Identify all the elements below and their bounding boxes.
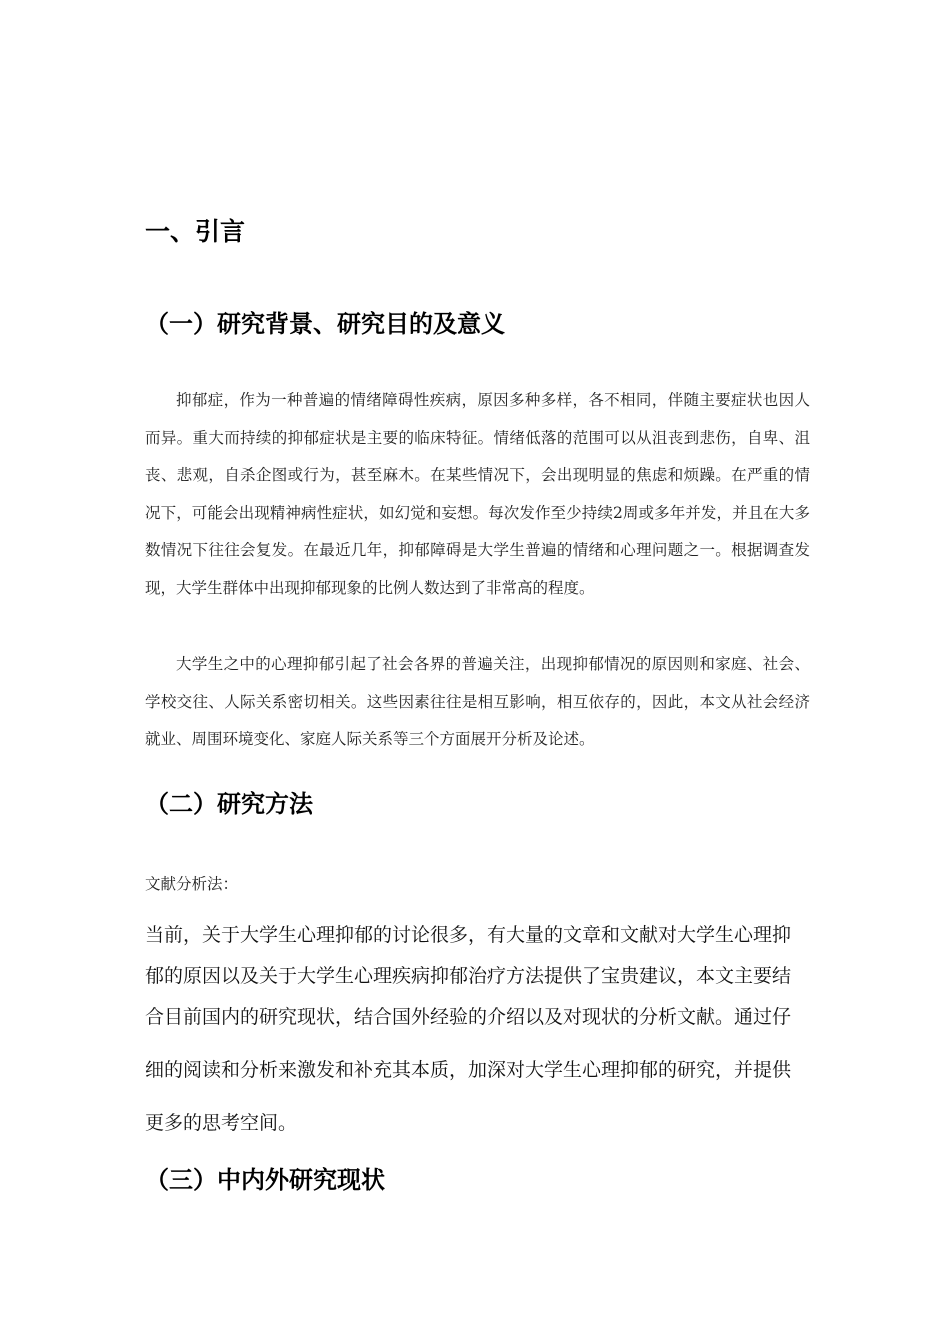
methods-line-5: 更多的思考空间。: [145, 1112, 298, 1134]
section-heading-introduction: 一、引言: [145, 217, 246, 246]
method-label: 文献分析法：: [145, 875, 239, 893]
subsection-heading-background: （一）研究背景、研究目的及意义: [145, 310, 505, 338]
methods-line-2: 郁的原因以及关于大学生心理疾病抑郁治疗方法提供了宝贵建议，本文主要结: [145, 965, 792, 987]
methods-line-4: 细的阅读和分析来激发和补充其本质，加深对大学生心理抑郁的研究，并提供: [145, 1059, 792, 1081]
methods-line-1: 当前，关于大学生心理抑郁的讨论很多，有大量的文章和文献对大学生心理抑: [145, 924, 792, 946]
subsection-heading-research-status: （三）中内外研究现状: [145, 1166, 385, 1194]
background-paragraph-1: 抑郁症，作为一种普遍的情绪障碍性疾病，原因多种多样，各不相同，伴随主要症状也因人而异。重大而持续的抑郁症状是主要的临床特征。情绪低落的范围可以从沮丧到悲伤，自卑、沮丧、悲观，自杀企图或行为，甚至麻木。在某些情况下，会出现明显的焦虑和烦躁。在严重的情况下，可能会出现精神病性症状，如幻觉和妄想。每次发作至少持续2周或多年并发，并且在大多数情况下往往会复发。在最近几年，抑郁障碍是大学生普遍的情绪和心理问题之一。根据调查发现，大学生群体中出现抑郁现象的比例人数达到了非常高的程度。: [145, 391, 810, 597]
background-paragraph-2: 大学生之中的心理抑郁引起了社会各界的普遍关注，出现抑郁情况的原因则和家庭、社会、学校交往、人际关系密切相关。这些因素往往是相互影响，相互依存的，因此，本文从社会经济就业、周围环境变化、家庭人际关系等三个方面展开分析及论述。: [145, 655, 810, 749]
subsection-heading-methods: （二）研究方法: [145, 790, 313, 818]
methods-line-3: 合目前国内的研究现状，结合国外经验的介绍以及对现状的分析文献。通过仔: [145, 1006, 792, 1028]
methods-paragraph: [145, 915, 801, 1144]
